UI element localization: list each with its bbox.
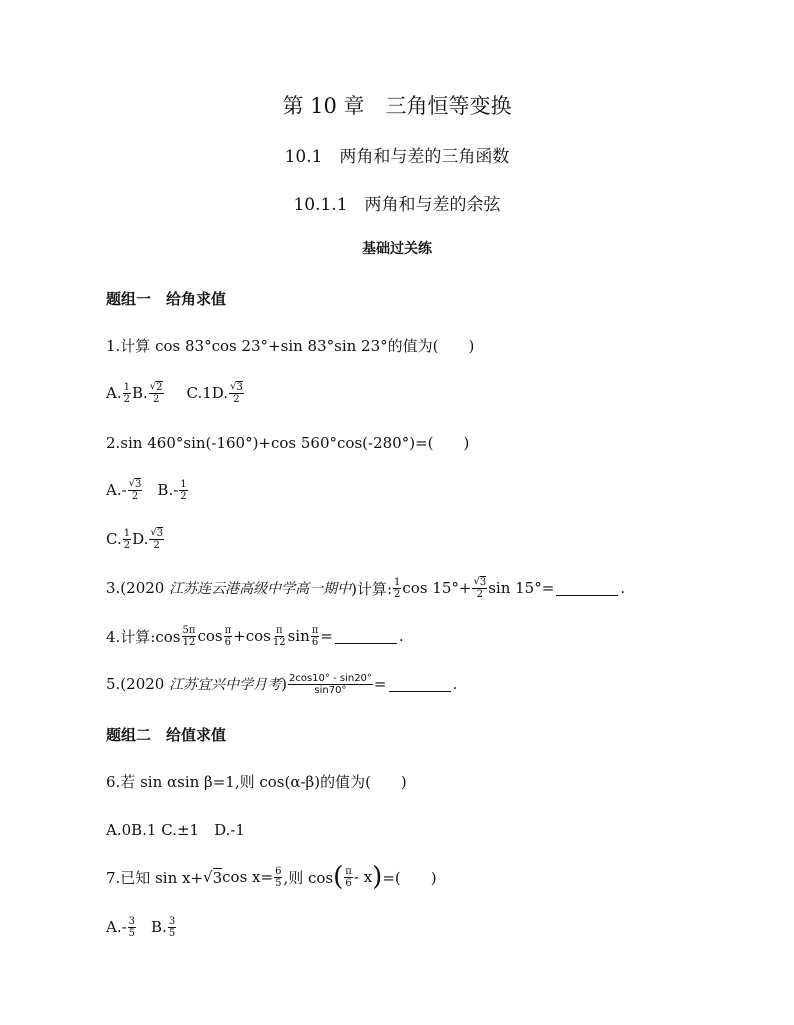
denominator: 12 <box>272 636 286 648</box>
q4-end: . <box>398 627 404 645</box>
question-2-options-ab <box>106 473 189 507</box>
radicand: 3 <box>236 382 243 393</box>
q2-option-b-fraction <box>179 479 187 502</box>
q2-option-b-label: B.- <box>157 481 179 499</box>
question-7-options <box>106 910 177 944</box>
q7-text-2: ,则 cos <box>283 868 334 887</box>
question-4 <box>106 619 404 653</box>
q2-option-c-label: C. <box>106 530 122 548</box>
q4-text-1: cos <box>197 627 223 645</box>
q7-fraction-1 <box>274 866 282 889</box>
question-1 <box>106 328 474 362</box>
q5-fraction <box>288 673 373 696</box>
question-2 <box>106 425 469 459</box>
q7-option-a-fraction <box>128 916 136 939</box>
q1-option-d-label: D. <box>211 384 229 402</box>
q5-answer-blank[interactable] <box>389 677 451 692</box>
denominator: 2 <box>180 490 187 502</box>
question-5 <box>106 667 457 701</box>
q1-option-d-fraction <box>229 381 244 405</box>
numerator <box>149 381 164 394</box>
question-6-stem: 6.若 sin αsin β=1,则 cos(α-β)的值为( ) <box>106 772 407 791</box>
q3-end: . <box>620 579 626 597</box>
q4-fraction-4 <box>311 625 320 648</box>
q2-option-a-fraction <box>128 478 143 502</box>
numerator: π <box>224 624 232 636</box>
q1-option-c: C.1 <box>186 384 212 402</box>
numerator: 1 <box>394 576 401 588</box>
q4-text-2: +cos <box>233 627 271 645</box>
question-1-stem: 1.计算 cos 83°cos 23°+sin 83°sin 23°的值为( ) <box>106 336 475 355</box>
question-3 <box>106 571 625 605</box>
numerator: 1 <box>180 478 187 490</box>
section-title: 10.1 两角和与差的三角函数 <box>284 147 510 167</box>
q7-text-1: cos x= <box>222 868 274 886</box>
q5-source: 江苏宜兴中学月考 <box>169 677 282 693</box>
sqrt-icon: √ 3 <box>150 527 164 539</box>
denominator: 2 <box>153 540 160 551</box>
q5-text-1: = <box>373 675 387 693</box>
sqrt-icon: √ 3 <box>473 576 487 588</box>
denominator: 5 <box>168 927 176 939</box>
question-6-options <box>106 812 245 846</box>
q4-fraction-3 <box>272 625 287 648</box>
q3-source: 江苏连云港高级中学高一期中 <box>169 581 352 597</box>
numerator: 6 <box>275 865 282 877</box>
numerator <box>229 381 244 394</box>
q6-options-text: A.0B.1 C.±1 D.-1 <box>106 820 245 839</box>
denominator: 2 <box>394 588 401 600</box>
q3-fraction-1 <box>393 577 401 600</box>
q7-end: =( ) <box>382 868 437 887</box>
denominator: sin70° <box>314 684 347 696</box>
q3-text-2: sin 15°= <box>488 579 555 597</box>
q4-prefix: 4.计算:cos <box>106 627 181 646</box>
denominator: 2 <box>152 394 160 405</box>
denominator: 5 <box>275 877 282 889</box>
q4-text-3: sin <box>287 627 310 645</box>
radicand: 3 <box>156 528 164 539</box>
q3-text-1: cos 15°+ <box>402 579 472 597</box>
q4-fraction-2 <box>224 625 233 648</box>
question-2-options-cd <box>106 522 165 556</box>
q7-left-paren: ( <box>333 862 344 892</box>
numerator <box>128 478 143 491</box>
denominator: 12 <box>182 636 196 648</box>
numerator: π <box>345 865 352 877</box>
q3-mid: )计算: <box>351 579 393 598</box>
q7-option-b-label: B. <box>151 918 167 936</box>
numerator: 5π <box>182 624 196 636</box>
sqrt-icon: √ 3 <box>128 478 142 490</box>
practice-title: 基础过关练 <box>362 241 432 257</box>
numerator: 3 <box>128 915 136 927</box>
denominator: 2 <box>123 539 131 551</box>
group-heading-2: 题组二 给值求值 <box>106 726 227 744</box>
denominator: 6 <box>345 877 352 889</box>
q1-option-a-label: A. <box>106 384 122 402</box>
q5-end: . <box>452 675 458 693</box>
denominator: 2 <box>131 491 139 502</box>
question-1-options <box>106 376 245 410</box>
numerator: 1 <box>123 527 131 539</box>
q1-option-b-label: B. <box>131 384 148 402</box>
q1-option-a-fraction <box>123 382 131 405</box>
q1-option-b-fraction <box>149 381 164 405</box>
q7-fraction-2 <box>344 866 353 889</box>
sqrt-icon: √ 3 <box>203 867 223 887</box>
q3-prefix: 3.(2020 <box>106 579 165 597</box>
q2-option-c-fraction <box>123 528 131 551</box>
question-7 <box>106 860 437 894</box>
numerator: 1 <box>123 381 130 393</box>
q4-fraction-1 <box>182 625 197 648</box>
radicand: 2 <box>156 382 163 393</box>
denominator: 5 <box>128 927 136 939</box>
sqrt-icon: √ 2 <box>149 381 163 393</box>
chapter-title: 第 10 章 三角恒等变换 <box>282 94 512 118</box>
q7-radicand: 3 <box>212 868 223 887</box>
denominator: 6 <box>311 636 319 648</box>
q7-prefix: 7.已知 sin x+ <box>106 868 204 887</box>
q7-option-a-label: A.- <box>106 918 127 936</box>
numerator: 2cos10° - sin20° <box>288 672 372 684</box>
radicand: 3 <box>135 479 142 490</box>
q7-option-b-fraction <box>168 916 176 939</box>
denominator: 6 <box>224 636 232 648</box>
q5-prefix: 5.(2020 <box>106 675 165 693</box>
numerator <box>149 527 164 540</box>
q2-option-d-fraction <box>149 527 164 551</box>
q3-fraction-2 <box>472 576 487 600</box>
q7-text-3: - x <box>353 868 373 886</box>
numerator: 3 <box>168 915 176 927</box>
q2-option-a-label: A.- <box>106 481 127 499</box>
q7-right-paren: ) <box>372 862 383 892</box>
denominator: 2 <box>476 589 484 600</box>
q4-text-4: = <box>320 627 333 645</box>
question-6 <box>106 764 407 798</box>
numerator <box>472 576 487 589</box>
radicand: 3 <box>479 577 487 588</box>
sqrt-icon: √ 3 <box>230 381 243 393</box>
q3-answer-blank[interactable] <box>556 581 618 596</box>
question-2-stem: 2.sin 460°sin(-160°)+cos 560°cos(-280°)=( ) <box>106 433 470 452</box>
q2-option-d-label: D. <box>132 530 149 548</box>
numerator: π <box>275 624 283 636</box>
subsection-title: 10.1.1 两角和与差的余弦 <box>293 195 501 215</box>
denominator: 2 <box>233 394 240 405</box>
q4-answer-blank[interactable] <box>335 629 397 644</box>
numerator: π <box>311 624 319 636</box>
q5-mid: ) <box>281 675 287 693</box>
denominator: 2 <box>123 393 130 405</box>
group-heading-1: 题组一 给角求值 <box>106 290 227 308</box>
